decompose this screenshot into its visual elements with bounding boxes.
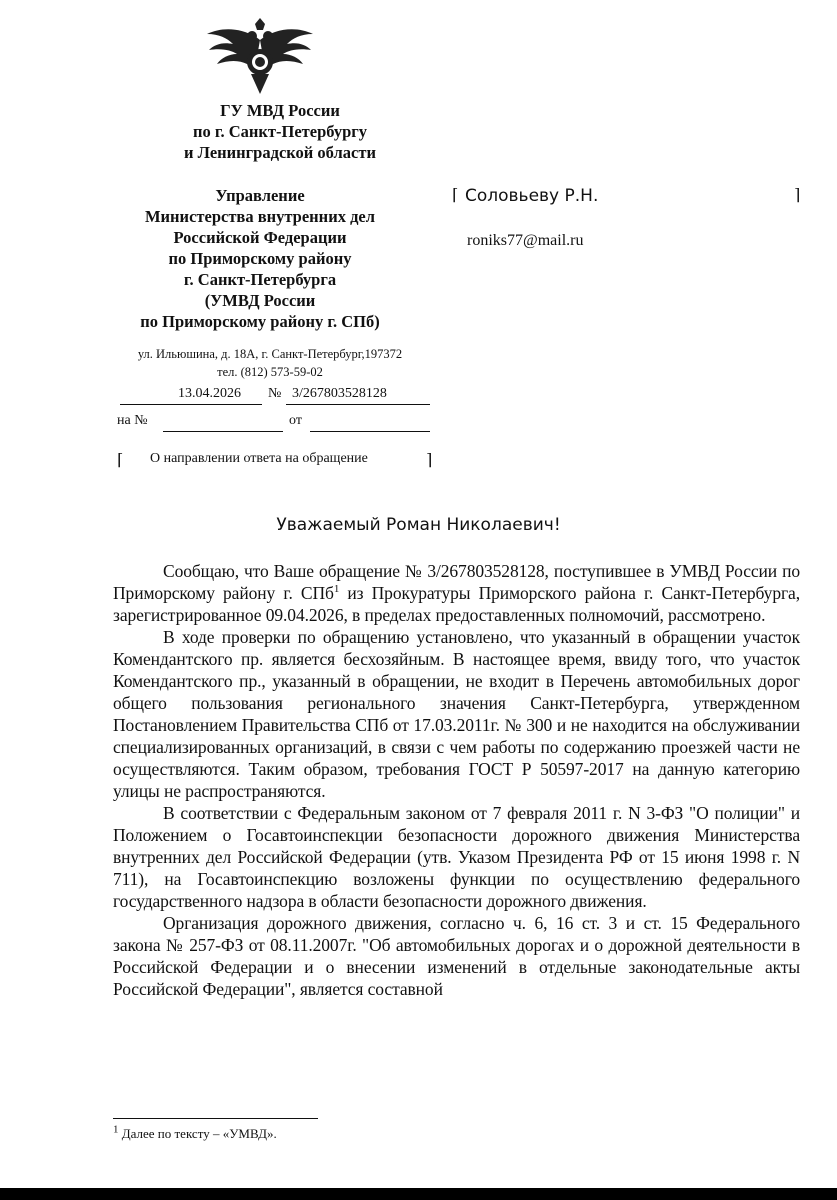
paragraph-4: Организация дорожного движения, согласно ч. 6, 16 ст. 3 и ст. 15 Федерального закона № 257-ФЗ от 08.11.2007г. "Об автомобильных дорогах и о дорожной деятельности в Российской Федерации и о внесении изменений в отдельные законодательные акты Российской Федерации", является составной [113,913,800,999]
bracket-right-icon: ⌉ [794,187,801,204]
address-street: ул. Ильюшина, д. 18А, г. Санкт-Петербург,197372 [137,347,403,361]
reg-date: 13.04.2026 [178,386,241,401]
greeting: Уважаемый Роман Николаевич! [276,515,561,535]
paragraph-1-text: Сообщаю, что Ваше обращение № 3/267803528128, поступившее в УМВД России по Приморскому району г. СПб [113,561,800,603]
footnote-ref: 1 [333,583,340,596]
department-line: по Приморскому району [168,249,352,268]
footnote-text: Далее по тексту – «УМВД». [118,1126,277,1141]
letter-body [113,560,800,1000]
address-block [100,345,440,381]
bracket-left-icon: ⌈ [452,187,459,204]
bracket-right-icon: ⌉ [426,452,433,469]
department-line: Управление [215,186,305,205]
ref-underline [163,415,283,432]
agency-line: ГУ МВД России [220,101,340,120]
subject-line: О направлении ответа на обращение [150,451,368,466]
department-line: Российской Федерации [173,228,347,247]
agency-line: по г. Санкт-Петербургу [192,122,368,141]
reg-number: 3/267803528128 [292,386,387,401]
department-header [100,185,420,332]
department-line: Министерства внутренних дел [144,207,376,226]
emblem-icon [205,18,315,98]
footnote [113,1123,277,1142]
paragraph-1-text-cont: из Прокуратуры Приморского района г. Санкт-Петербурга, зарегистрированное 09.04.2026, в пределах предоставленных полномочий, рассмотрено. [113,583,800,625]
agency-line: и Ленинградской области [184,143,376,162]
reg-number-label: № [268,386,282,401]
from-underline [310,415,430,432]
ref-label: на № [117,413,148,428]
footnote-mark: 1 [113,1123,119,1136]
paragraph-2: В ходе проверки по обращению установлено, что указанный в обращении участок Комендантского пр. является бесхозяйным. В настоящее время, ввиду того, что участок Комендантского пр., указанный в обращении, не входит в Перечень автомобильных дорог общего пользования регионального значения Санкт-Петербурга, утвержденном Постановлением Правительства СПб от 17.03.2011г. № 300 и не находится на обслуживании специализированных организаций, в связи с чем работы по содержанию проезжей части не осуществляются. Таким образом, требования ГОСТ Р 50597-2017 на данную категорию улицы не распространяются. [113,627,800,801]
department-line: по Приморскому району г. СПб) [140,312,380,331]
paragraph-3: В соответствии с Федеральным законом от 7 февраля 2011 г. N 3-ФЗ "О полиции" и Положением о Госавтоинспекции безопасности дорожного движения Министерства внутренних дел Российской Федерации (утв. Указом Президента РФ от 15 июня 1998 г. N 711), на Госавтоинспекцию возложены функции по осуществлению федерального государственного надзора в области безопасности дорожного движения. [113,803,800,911]
address-phone: тел. (812) 573-59-02 [217,365,323,379]
from-label: от [289,413,302,428]
bracket-left-icon: ⌈ [117,452,124,469]
bottom-edge [0,1188,837,1200]
recipient-name: Соловьеву Р.Н. [465,186,599,206]
department-line: (УМВД России [204,291,316,310]
agency-header [150,100,410,163]
footnote-divider [113,1118,318,1119]
department-line: г. Санкт-Петербурга [183,270,337,289]
paragraph-1 [113,560,800,626]
recipient-email: roniks77@mail.ru [467,232,584,249]
